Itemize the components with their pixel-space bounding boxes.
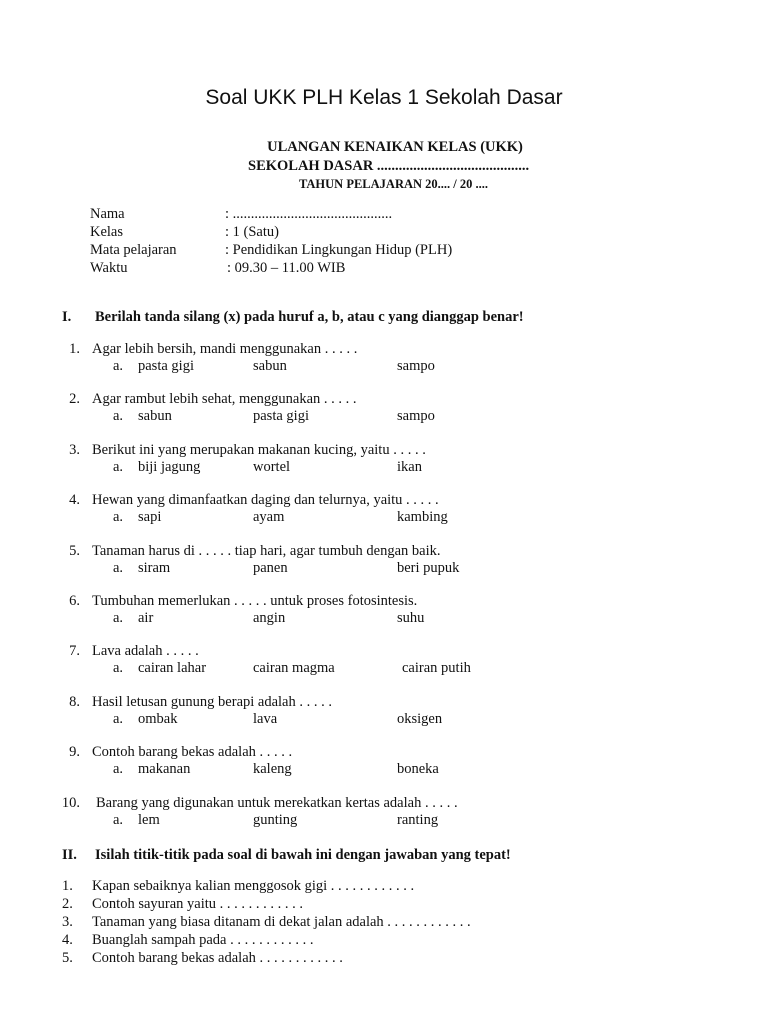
document-title: Soal UKK PLH Kelas 1 Sekolah Dasar — [205, 86, 563, 109]
question-number: 1. — [69, 341, 80, 357]
answer-option: ombak — [138, 710, 178, 727]
answer-option: siram — [138, 559, 171, 576]
answer-option: makanan — [138, 761, 191, 778]
question-number: 2. — [69, 391, 80, 408]
question-number: 6. — [69, 593, 80, 609]
answer-option: sampo — [397, 408, 435, 425]
section-1-instruction: Berilah tanda silang (x) pada huruf a, b, atau c yang dianggap benar! — [95, 309, 524, 325]
option-letter: a. — [113, 710, 124, 727]
question-text: Hasil letusan gunung berapi adalah . . . . . — [92, 693, 332, 710]
question-text: Hewan yang dimanfaatkan daging dan telurnya, yaitu . . . . . — [92, 492, 439, 509]
info-value: : Pendidikan Lingkungan Hidup (PLH) — [225, 242, 453, 258]
answer-option: air — [138, 610, 154, 626]
option-letter: a. — [113, 408, 124, 425]
question-text: Kapan sebaiknya kalian menggosok gigi . . . . . . . . . . . . — [92, 878, 415, 894]
answer-option: kaleng — [253, 761, 292, 778]
question-text: Agar lebih bersih, mandi menggunakan . . . . . — [92, 341, 358, 357]
answer-option: sampo — [397, 358, 435, 374]
question-number: 7. — [69, 643, 80, 660]
answer-option: angin — [253, 610, 286, 626]
question-text: Lava adalah . . . . . — [92, 643, 199, 660]
question-text: Barang yang digunakan untuk merekatkan kertas adalah . . . . . — [96, 794, 458, 811]
info-label: Mata pelajaran — [90, 242, 177, 258]
question-text: Tumbuhan memerlukan . . . . . untuk proses fotosintesis. — [92, 593, 418, 609]
option-letter: a. — [113, 358, 124, 374]
answer-option: kambing — [397, 509, 448, 526]
question-number: 3. — [69, 441, 80, 458]
info-label: Waktu — [90, 260, 128, 276]
answer-option: cairan magma — [253, 660, 335, 677]
answer-option: panen — [253, 559, 288, 576]
answer-option: cairan lahar — [138, 660, 207, 677]
answer-option: suhu — [397, 610, 425, 626]
question-number: 10. — [61, 794, 80, 811]
header-line-3: TAHUN PELAJARAN 20.... / 20 .... — [299, 177, 489, 191]
answer-option: beri pupuk — [397, 559, 460, 576]
question-text: Contoh barang bekas adalah . . . . . . . . . . . . — [92, 950, 343, 966]
option-letter: a. — [113, 660, 124, 677]
option-letter: a. — [113, 458, 124, 475]
answer-option: ikan — [397, 458, 422, 475]
info-value: : ............................................ — [225, 206, 393, 222]
question-number: 1. — [62, 878, 73, 894]
header-line-2: SEKOLAH DASAR .......................................... — [248, 158, 530, 174]
info-value: : 09.30 – 11.00 WIB — [227, 260, 346, 276]
answer-option: gunting — [253, 811, 298, 828]
question-number: 2. — [62, 896, 73, 912]
answer-option: sabun — [138, 408, 172, 425]
question-text: Buanglah sampah pada . . . . . . . . . . . . — [92, 932, 314, 948]
option-letter: a. — [113, 761, 124, 778]
answer-option: lava — [253, 710, 278, 727]
answer-option: oksigen — [397, 710, 443, 727]
answer-option: biji jagung — [138, 458, 201, 475]
section-1-number: I. — [62, 309, 72, 325]
option-letter: a. — [113, 559, 124, 576]
header-line-1: ULANGAN KENAIKAN KELAS (UKK) — [267, 139, 523, 155]
option-letter: a. — [113, 811, 124, 828]
answer-option: ranting — [397, 811, 439, 828]
option-letter: a. — [113, 610, 124, 626]
question-text: Tanaman yang biasa ditanam di dekat jalan adalah . . . . . . . . . . . . — [92, 914, 471, 930]
answer-option: sabun — [253, 358, 287, 374]
question-number: 4. — [62, 932, 73, 948]
answer-option: wortel — [253, 458, 291, 475]
question-number: 4. — [69, 492, 80, 509]
question-number: 9. — [69, 744, 80, 761]
answer-option: sapi — [138, 509, 162, 526]
question-number: 5. — [69, 542, 80, 559]
answer-option: pasta gigi — [253, 408, 309, 425]
question-text: Agar rambut lebih sehat, menggunakan . . . . . — [92, 391, 357, 408]
answer-option: pasta gigi — [138, 358, 194, 374]
answer-option: ayam — [253, 509, 285, 526]
answer-option: lem — [138, 811, 160, 828]
info-label: Kelas — [90, 224, 124, 240]
question-text: Contoh sayuran yaitu . . . . . . . . . . . . — [92, 896, 304, 912]
section-2-instruction: Isilah titik-titik pada soal di bawah ini dengan jawaban yang tepat! — [95, 847, 511, 863]
answer-option: cairan putih — [402, 660, 471, 677]
question-text: Tanaman harus di . . . . . tiap hari, agar tumbuh dengan baik. — [92, 542, 441, 559]
question-number: 3. — [62, 914, 73, 930]
section-2-number: II. — [62, 847, 77, 863]
info-value: : 1 (Satu) — [225, 224, 279, 240]
info-label: Nama — [90, 206, 125, 222]
question-number: 8. — [69, 693, 80, 710]
answer-option: boneka — [397, 761, 439, 778]
option-letter: a. — [113, 509, 124, 526]
question-text: Berikut ini yang merupakan makanan kucing, yaitu . . . . . — [92, 441, 426, 458]
question-text: Contoh barang bekas adalah . . . . . — [92, 744, 293, 761]
question-number: 5. — [62, 950, 73, 966]
